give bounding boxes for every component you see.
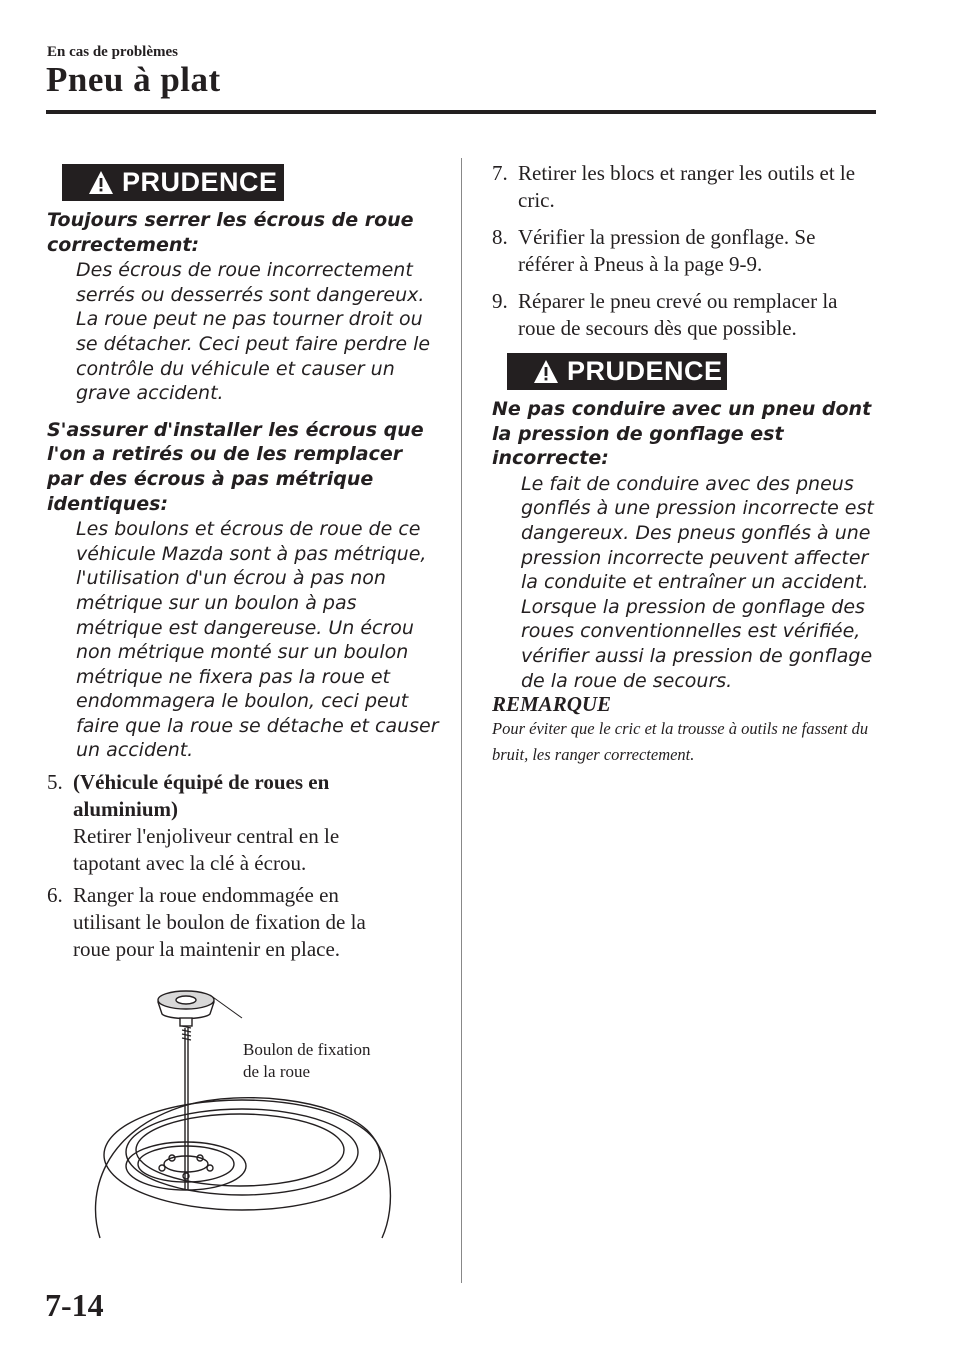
step-7 <box>492 160 867 214</box>
page-title: Pneu à plat <box>46 60 221 99</box>
caution-label: PRUDENCE <box>122 167 278 197</box>
step-8 <box>492 224 867 278</box>
warning-icon <box>533 359 559 385</box>
caution-label: PRUDENCE <box>567 356 723 386</box>
note-heading: REMARQUE <box>492 692 612 716</box>
column-divider <box>461 158 462 1283</box>
step-5 <box>47 769 407 877</box>
caution-banner-left <box>62 164 284 201</box>
step-number: 6. <box>47 883 63 907</box>
section-label: En cas de problèmes <box>47 44 178 60</box>
step-text: Retirer l'enjoliveur central en le tapotant avec la clé à écrou. <box>73 824 340 875</box>
step-text: Réparer le pneu crevé ou remplacer la roue de secours dès que possible. <box>518 289 838 340</box>
caution-heading: Ne pas conduire avec un pneu dont la pression de gonflage est incorrecte: <box>492 398 872 470</box>
step-number: 8. <box>492 225 508 249</box>
title-rule <box>46 110 876 114</box>
step-number: 7. <box>492 161 508 185</box>
caution-banner-right <box>507 353 727 390</box>
note-body: Pour éviter que le cric et la trousse à outils ne fassent du bruit, les ranger correctement. <box>492 719 869 764</box>
step-6 <box>47 882 407 963</box>
step-condition: (Véhicule équipé de roues en aluminium) <box>73 770 330 821</box>
step-9 <box>492 288 867 342</box>
figure-caption: Boulon de fixation de la roue <box>243 1040 371 1081</box>
caution-body: Les boulons et écrous de roue de ce véhicule Mazda sont à pas métrique, l'utilisation d'un écrou à pas non métrique sur un boulon à pas métrique est dangereuse. Un écrou non métrique monté sur un boulon métrique ne fixera pas la roue et endommagera le boulon, ceci peut faire que la roue se détache et causer un accident. <box>76 518 439 762</box>
spare-wheel-figure <box>92 980 422 1245</box>
step-text: Retirer les blocs et ranger les outils et le cric. <box>518 161 856 212</box>
caution-heading: Toujours serrer les écrous de roue correctement: <box>47 209 414 256</box>
step-number: 9. <box>492 289 508 313</box>
step-number: 5. <box>47 770 63 794</box>
caution-heading: S'assurer d'installer les écrous que l'on a retirés ou de les remplacer par des écrous à pas métrique identiques: <box>47 418 424 515</box>
caution-body: Des écrous de roue incorrectement serrés ou desserrés sont dangereux. La roue peut ne pas tourner droit ou se détacher. Ceci peut faire perdre le contrôle du véhicule et causer un grave accident. <box>76 259 431 405</box>
caution-body: Le fait de conduire avec des pneus gonflés à une pression incorrecte est dangereux. Des pneus gonflés à une pression incorrecte peuvent affecter la conduite et entraîner un accident. Lorsque la pression de gonflage des roues conventionnelles est vérifiée, vérifier aussi la pression de gonflage de la roue de secours. <box>521 472 874 692</box>
step-text: Ranger la roue endommagée en utilisant le boulon de fixation de la roue pour la maintenir en place. <box>73 883 366 961</box>
step-text: Vérifier la pression de gonflage. Se référer à Pneus à la page 9-9. <box>518 225 816 276</box>
warning-icon <box>88 170 114 196</box>
page-number: 7-14 <box>45 1287 104 1323</box>
